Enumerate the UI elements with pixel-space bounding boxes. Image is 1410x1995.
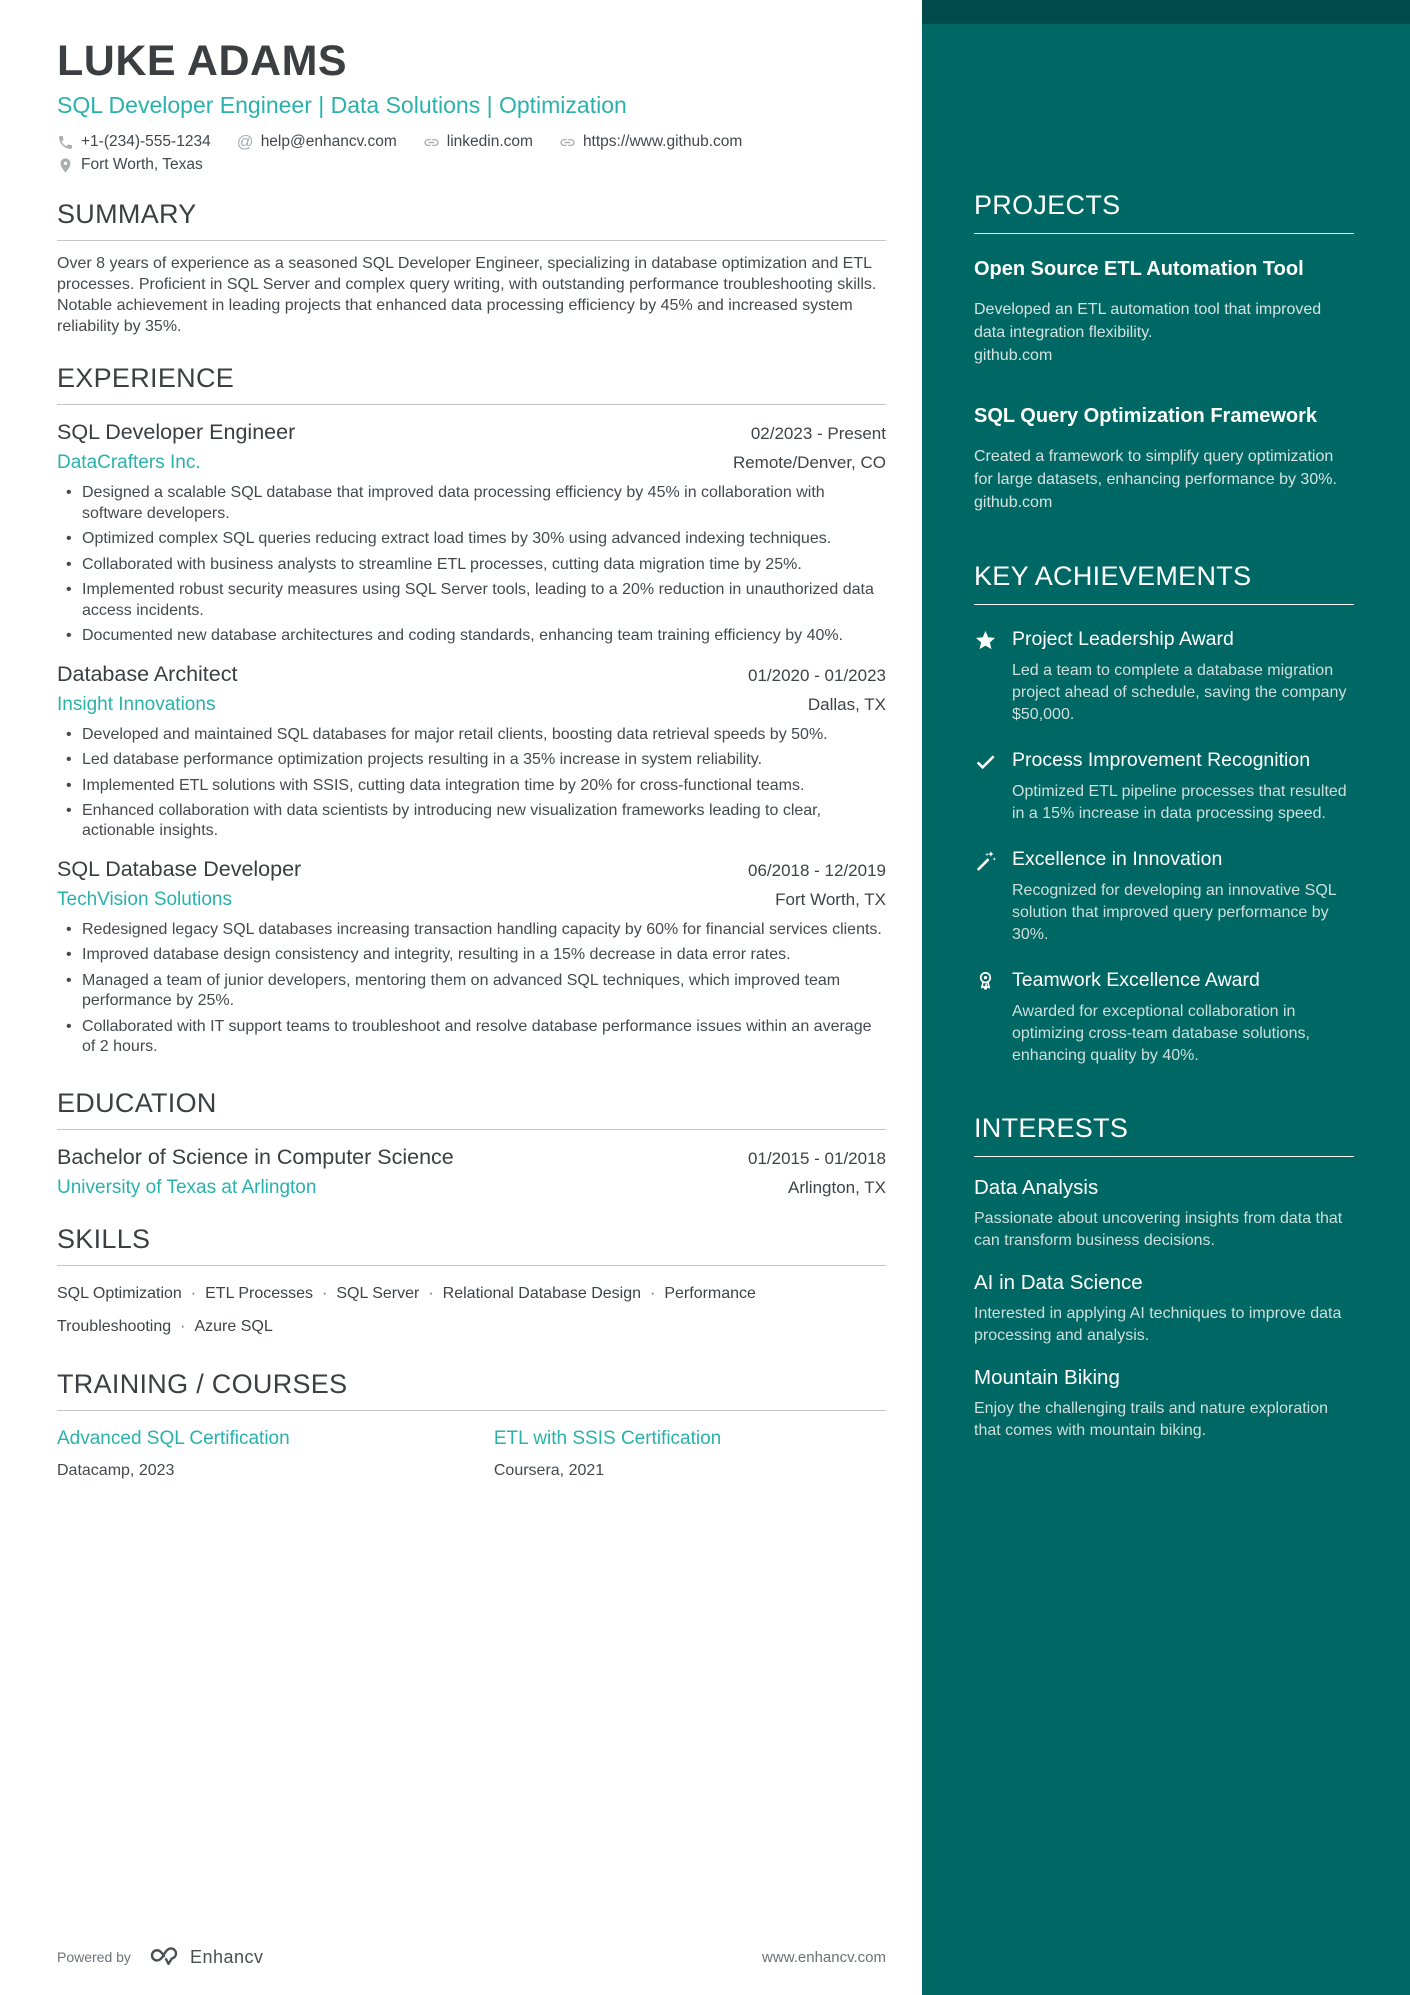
interest-title: Mountain Biking: [974, 1366, 1120, 1390]
candidate-headline: SQL Developer Engineer | Data Solutions | Optimization: [57, 92, 627, 119]
job-bullet: • Led database performance optimization projects resulting in a 35% increase in system reliability.: [57, 750, 886, 770]
course-list: [57, 1428, 886, 1480]
project-title: SQL Query Optimization Framework: [974, 405, 1318, 428]
contact-row: [57, 133, 747, 174]
interest-description: Passionate about uncovering insights from data that can transform business decisions.: [974, 1210, 1343, 1250]
wand-icon: [974, 849, 997, 872]
contact-github[interactable]: [559, 133, 742, 151]
experience-heading: EXPERIENCE: [57, 363, 886, 405]
skills-section: [57, 1224, 886, 1344]
job-bullet: • Documented new database architectures and coding standards, enhancing team training efficiency by 40%.: [57, 626, 886, 646]
footer-branding: [57, 1945, 264, 1969]
job-dates: 06/2018 - 12/2019: [747, 860, 886, 880]
course-provider: Datacamp, 2023: [57, 1462, 175, 1480]
project-description: Developed an ETL automation tool that improved data integration flexibility.: [974, 301, 1322, 341]
job-company: TechVision Solutions: [57, 888, 232, 910]
interest-title: Data Analysis: [974, 1176, 1099, 1199]
project-entry: [974, 256, 1354, 367]
job-bullet: • Collaborated with IT support teams to troubleshoot and resolve database performance issues within an average of 2 hours.: [57, 1017, 886, 1058]
course-entry: [494, 1428, 886, 1480]
interest-entry: [974, 1271, 1354, 1347]
interest-description: Interested in applying AI techniques to improve data processing and analysis.: [974, 1305, 1342, 1345]
page-footer: [57, 1945, 886, 1981]
contact-linkedin[interactable]: [423, 133, 533, 151]
github-url-text: https://www.github.com: [582, 133, 743, 151]
job-dates: 02/2023 - Present: [750, 424, 886, 444]
school-name: University of Texas at Arlington: [57, 1176, 317, 1198]
job-entry: [57, 662, 886, 842]
job-title: SQL Developer Engineer: [57, 420, 296, 445]
skill-item: SQL Optimization: [57, 1285, 182, 1303]
achievement-description: Awarded for exceptional collaboration in optimizing cross-team database solutions, enhancing quality by 40%.: [1012, 1002, 1310, 1064]
skill-separator: ·: [650, 1285, 656, 1303]
link-icon: [559, 134, 576, 151]
skills-heading: SKILLS: [57, 1224, 886, 1266]
job-subheader: [57, 694, 886, 716]
education-section: [57, 1088, 886, 1199]
training-section: [57, 1369, 886, 1480]
summary-heading: SUMMARY: [57, 199, 886, 241]
skill-separator: ·: [180, 1318, 186, 1336]
contact-email[interactable]: [237, 133, 397, 151]
sidebar-top-band: [922, 0, 1410, 24]
job-bullet: • Designed a scalable SQL database that improved data processing efficiency by 45% in collaboration with software developers.: [57, 483, 886, 524]
job-bullet: • Optimized complex SQL queries reducing extract load times by 30% using advanced indexing techniques.: [57, 529, 886, 549]
sidebar-column: [922, 0, 1410, 1995]
medal-icon: [974, 970, 997, 993]
course-title: Advanced SQL Certification: [57, 1428, 290, 1450]
experience-section: [57, 363, 886, 1063]
job-location: Fort Worth, TX: [775, 889, 886, 909]
achievement-description: Optimized ETL pipeline processes that resulted in a 15% increase in data processing speed.: [1012, 782, 1347, 822]
job-header: [57, 420, 886, 445]
education-heading: EDUCATION: [57, 1088, 886, 1130]
summary-text: Over 8 years of experience as a seasoned SQL Developer Engineer, specializing in database optimization and ETL processes. Proficient in SQL Server and complex query writing, with outstanding performance troubleshooting skills. Notable achievement in leading projects that enhanced data processing efficiency by 45% and increased system reliability by 35%.: [57, 255, 877, 336]
project-description: Created a framework to simplify query optimization for large datasets, enhancing performance by 30%.: [974, 448, 1337, 489]
sidebar-content: [922, 24, 1410, 1472]
job-company: Insight Innovations: [57, 693, 216, 715]
link-icon: [423, 134, 440, 151]
achievement-title: Teamwork Excellence Award: [1012, 968, 1260, 991]
achievement-entry: [974, 749, 1354, 825]
at-icon: @: [236, 132, 254, 151]
course-provider: Coursera, 2021: [493, 1462, 605, 1480]
footer-url[interactable]: www.enhancv.com: [762, 1948, 886, 1966]
job-entry: [57, 420, 886, 646]
phone-icon: [57, 134, 74, 151]
education-dates: 01/2015 - 01/2018: [747, 1148, 886, 1168]
interest-entry: [974, 1176, 1354, 1252]
phone-number: +1-(234)-555-1234: [81, 133, 211, 151]
job-location: Dallas, TX: [807, 694, 886, 714]
skill-separator: ·: [190, 1285, 197, 1303]
linkedin-text: linkedin.com: [446, 133, 533, 151]
job-bullet-list: [57, 483, 886, 646]
job-subheader: [57, 889, 886, 911]
course-title: ETL with SSIS Certification: [493, 1428, 722, 1450]
project-entry: [974, 403, 1354, 514]
achievement-description: Recognized for developing an innovative SQL solution that improved query performance by 30%.: [1012, 881, 1337, 943]
degree-title: Bachelor of Science in Computer Science: [57, 1144, 454, 1169]
job-title: Database Architect: [57, 661, 238, 686]
education-location: Arlington, TX: [788, 1177, 886, 1197]
education-header: [57, 1145, 886, 1170]
education-entry: [57, 1145, 886, 1199]
job-bullet: • Implemented ETL solutions with SSIS, cutting data integration time by 20% for cross-functional teams.: [57, 776, 886, 796]
skill-item: Performance Troubleshooting: [57, 1285, 756, 1336]
projects-heading: PROJECTS: [974, 190, 1354, 234]
interests-heading: INTERESTS: [974, 1113, 1354, 1157]
job-bullet: • Managed a team of junior developers, mentoring them on advanced SQL techniques, which improved team performance by 25%.: [57, 971, 886, 1012]
summary-section: [57, 199, 886, 338]
achievement-body: [1012, 848, 1354, 946]
job-bullet: • Collaborated with business analysts to streamline ETL processes, cutting data migration time by 25%.: [57, 555, 886, 575]
job-title: SQL Database Developer: [57, 856, 302, 881]
job-bullet: • Improved database design consistency and integrity, resulting in a 15% decrease in data error rates.: [57, 945, 886, 965]
achievement-title: Excellence in Innovation: [1012, 847, 1223, 870]
achievements-section: [974, 561, 1354, 1067]
skill-separator: ·: [322, 1285, 328, 1303]
achievement-description: Led a team to complete a database migration project ahead of schedule, saving the company $50,000.: [1012, 661, 1347, 723]
achievement-body: [1012, 628, 1354, 726]
training-heading: TRAINING / COURSES: [57, 1369, 886, 1411]
contact-location: [57, 156, 203, 174]
enhancv-logo-text: Enhancv: [189, 1946, 264, 1967]
project-title: Open Source ETL Automation Tool: [974, 258, 1304, 281]
achievement-title: Project Leadership Award: [1012, 627, 1234, 650]
location-icon: [57, 157, 74, 174]
achievement-entry: [974, 969, 1354, 1067]
enhancv-logo-icon: [146, 1945, 182, 1969]
skill-item: Azure SQL: [194, 1318, 273, 1336]
projects-section: [974, 190, 1354, 515]
powered-by-label: Powered by: [57, 1949, 131, 1965]
job-bullet: • Developed and maintained SQL databases for major retail clients, boosting data retrieval speeds by 50%.: [57, 725, 886, 745]
enhancv-logo[interactable]: [146, 1945, 264, 1969]
job-dates: 01/2020 - 01/2023: [747, 665, 886, 685]
course-entry: [57, 1428, 494, 1480]
achievement-entry: [974, 628, 1354, 726]
achievement-body: [1012, 749, 1354, 825]
candidate-name: LUKE ADAMS: [57, 37, 348, 85]
project-link[interactable]: github.com: [974, 346, 1053, 364]
project-link[interactable]: github.com: [974, 493, 1053, 511]
location-text: Fort Worth, Texas: [81, 156, 203, 174]
skill-item: Relational Database Design: [442, 1285, 642, 1303]
job-bullet: • Enhanced collaboration with data scientists by introducing new visualization frameworks leading to clear, actionable insights.: [57, 801, 886, 842]
skill-item: ETL Processes: [205, 1285, 314, 1303]
skills-list: [57, 1278, 886, 1344]
achievement-title: Process Improvement Recognition: [1012, 748, 1311, 771]
job-bullet: • Implemented robust security measures using SQL Server tools, leading to a 20% reduction in unauthorized data access incidents.: [57, 580, 886, 621]
achievement-entry: [974, 848, 1354, 946]
job-subheader: [57, 452, 886, 474]
job-bullet-list: [57, 725, 886, 842]
contact-phone: [57, 133, 211, 151]
job-header: [57, 662, 886, 687]
job-header: [57, 857, 886, 882]
interest-title: AI in Data Science: [974, 1271, 1143, 1295]
job-location: Remote/Denver, CO: [732, 453, 886, 473]
skill-separator: ·: [428, 1285, 434, 1303]
job-bullet-list: [57, 920, 886, 1058]
education-subheader: [57, 1177, 886, 1199]
skill-item: SQL Server: [336, 1285, 420, 1303]
achievements-heading: KEY ACHIEVEMENTS: [974, 561, 1354, 605]
interests-section: [974, 1113, 1354, 1443]
job-entry: [57, 857, 886, 1058]
star-icon: [974, 629, 997, 652]
email-text: help@enhancv.com: [260, 133, 397, 151]
interest-description: Enjoy the challenging trails and nature exploration that comes with mountain biking.: [974, 1400, 1329, 1440]
job-company: DataCrafters Inc.: [57, 452, 201, 474]
check-icon: [974, 750, 997, 773]
interest-entry: [974, 1366, 1354, 1442]
achievement-body: [1012, 969, 1354, 1067]
job-bullet: • Redesigned legacy SQL databases increasing transaction handling capacity by 60% for financial services clients.: [57, 920, 886, 940]
